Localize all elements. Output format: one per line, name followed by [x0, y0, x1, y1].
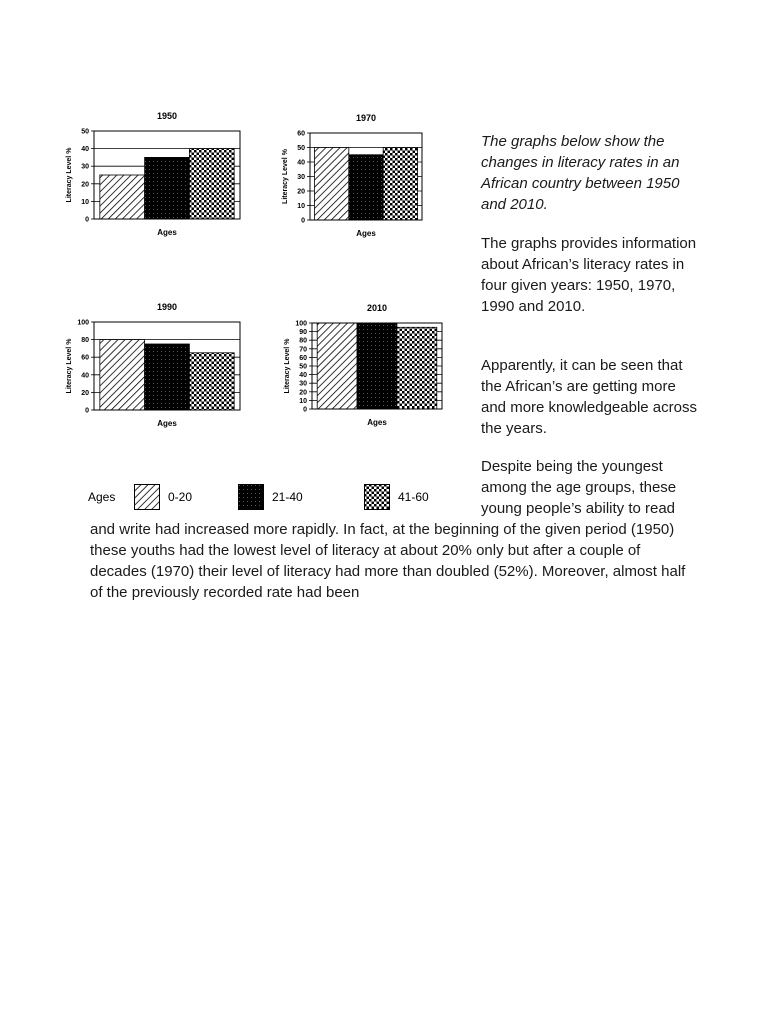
y-axis-label: Literacy Level % — [66, 147, 73, 203]
y-tick-label: 90 — [299, 329, 307, 337]
y-tick-label: 60 — [299, 354, 307, 362]
y-tick-label: 40 — [299, 372, 307, 380]
y-axis-label: Literacy Level % — [284, 338, 291, 394]
chart-1970 — [280, 108, 432, 252]
chart-title: 1950 — [156, 111, 178, 121]
y-tick-label: 0 — [85, 407, 89, 415]
bar-0-20 — [317, 323, 357, 409]
chart-title: 2010 — [366, 303, 388, 313]
y-tick-label: 30 — [81, 163, 89, 171]
x-axis-label: Ages — [157, 228, 177, 237]
bar-41-60 — [189, 353, 234, 410]
y-tick-label: 10 — [81, 198, 89, 206]
bar-0-20 — [314, 148, 348, 221]
y-tick-label: 0 — [303, 406, 307, 414]
paragraph-3: Despite being the youngest among the age groups, these young people’s ability to read — [481, 458, 677, 517]
y-tick-label: 60 — [297, 130, 305, 138]
bar-41-60 — [397, 327, 437, 409]
y-tick-label: 10 — [297, 203, 305, 210]
chart-1990 — [64, 294, 250, 442]
paragraph-1: The graphs provides information about African’s literacy rates in four given years: 1950, 1970, 1990 and 2010. — [481, 235, 697, 315]
y-tick-label: 70 — [299, 346, 307, 354]
y-tick-label: 20 — [81, 389, 89, 397]
y-tick-label: 20 — [297, 188, 305, 196]
bar-0-20 — [100, 175, 145, 219]
legend-swatch-0-20 — [134, 484, 160, 510]
intro-paragraph: The graphs below show the changes in literacy rates in an African country between 1950 and 2010. — [481, 133, 680, 213]
y-tick-label: 50 — [81, 128, 89, 136]
paragraph-3-continued: and write had increased more rapidly. In fact, at the beginning of the given period (1950) these youths had the lowest level of literacy at about 20% only but after a couple of decades (1970) their level of literacy had more than doubled (52%). Moreover, almost half of the previously recorded rate had been — [90, 521, 686, 601]
x-axis-label: Ages — [356, 229, 376, 238]
y-tick-label: 50 — [297, 145, 305, 152]
bar-0-20 — [100, 340, 145, 410]
y-tick-label: 20 — [81, 181, 89, 189]
y-tick-label: 40 — [81, 146, 89, 154]
y-tick-label: 100 — [77, 319, 89, 327]
bar-21-40 — [145, 344, 190, 410]
legend-title: Ages — [88, 490, 116, 504]
y-tick-label: 100 — [295, 320, 307, 328]
bar-21-40 — [349, 155, 383, 220]
y-tick-label: 40 — [297, 159, 305, 167]
y-tick-label: 0 — [301, 217, 305, 225]
y-axis-label: Literacy Level % — [282, 149, 289, 204]
y-tick-label: 40 — [81, 372, 89, 380]
chart-title: 1970 — [355, 113, 377, 123]
legend — [88, 482, 468, 512]
y-tick-label: 30 — [297, 174, 305, 181]
y-tick-label: 60 — [81, 354, 89, 362]
bar-41-60 — [189, 149, 234, 219]
bar-21-40 — [357, 323, 397, 409]
chart-title: 1990 — [156, 302, 178, 312]
bar-21-40 — [145, 157, 190, 219]
chart-1950 — [64, 100, 250, 251]
y-tick-label: 80 — [81, 337, 89, 345]
chart-2010 — [282, 296, 452, 441]
legend-label-21-40: 21-40 — [272, 490, 303, 504]
legend-swatch-41-60 — [364, 484, 390, 510]
y-tick-label: 0 — [85, 216, 89, 224]
legend-swatch-21-40 — [238, 484, 264, 510]
bar-41-60 — [383, 148, 417, 221]
y-tick-label: 20 — [299, 389, 307, 397]
legend-label-41-60: 41-60 — [398, 490, 429, 504]
y-tick-label: 50 — [299, 363, 307, 371]
x-axis-label: Ages — [157, 419, 177, 428]
y-tick-label: 30 — [299, 380, 307, 388]
y-axis-label: Literacy Level % — [66, 338, 73, 394]
legend-label-0-20: 0-20 — [168, 490, 193, 504]
y-tick-label: 80 — [299, 337, 307, 345]
y-tick-label: 10 — [299, 397, 307, 405]
paragraph-2: Apparently, it can be seen that the African’s are getting more and more knowledgeable across the years. — [481, 357, 697, 437]
x-axis-label: Ages — [367, 418, 387, 427]
